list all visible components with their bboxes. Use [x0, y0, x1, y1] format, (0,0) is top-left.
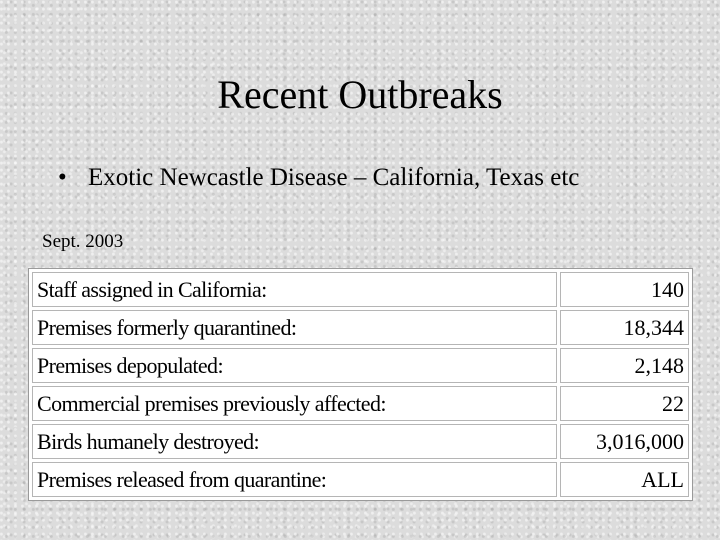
table-row — [32, 462, 689, 497]
table-row — [32, 424, 689, 459]
row-label: Birds humanely destroyed: — [32, 424, 557, 459]
row-value: 3,016,000 — [560, 424, 689, 459]
row-value: ALL — [560, 462, 689, 497]
table-row — [32, 272, 689, 307]
row-value: 18,344 — [560, 310, 689, 345]
row-label: Staff assigned in California: — [32, 272, 557, 307]
row-label: Premises depopulated: — [32, 348, 557, 383]
bullet-item — [58, 160, 579, 196]
row-value: 140 — [560, 272, 689, 307]
outbreak-stats-table — [28, 268, 693, 501]
row-value: 22 — [560, 386, 689, 421]
bullet-dot-icon: • — [58, 164, 67, 191]
row-label: Commercial premises previously affected: — [32, 386, 557, 421]
row-label: Premises formerly quarantined: — [32, 310, 557, 345]
bullet-text: Exotic Newcastle Disease – California, Texas etc — [88, 164, 580, 191]
table-row — [32, 348, 689, 383]
table-row — [32, 310, 689, 345]
table-row — [32, 386, 689, 421]
row-value: 2,148 — [560, 348, 689, 383]
slide-title: Recent Outbreaks — [217, 72, 503, 117]
row-label: Premises released from quarantine: — [32, 462, 557, 497]
date-label: Sept. 2003 — [42, 231, 124, 252]
